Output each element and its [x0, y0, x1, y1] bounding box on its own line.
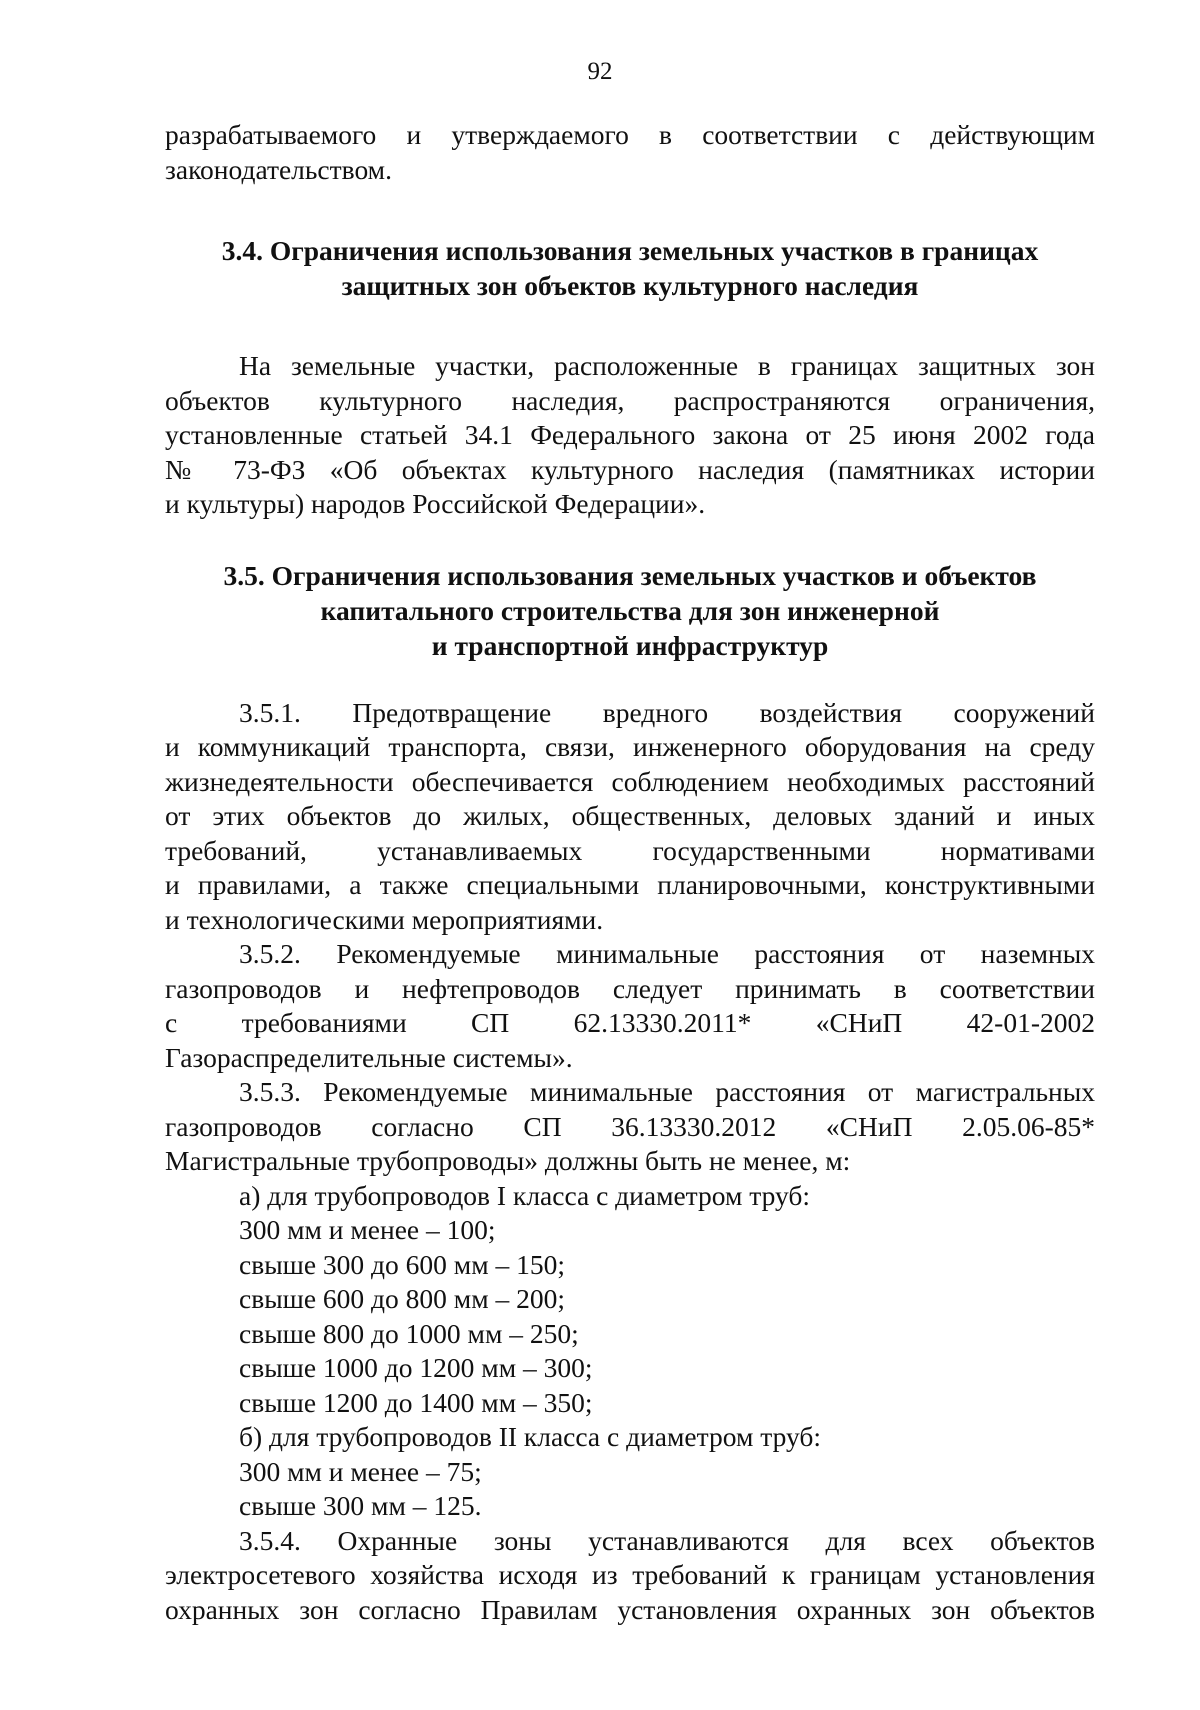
text-line: На земельные участки, расположенные в границах защитных зон	[239, 350, 1095, 381]
text-line: Газораспределительные системы».	[165, 1041, 573, 1073]
paragraph-3-5-2	[165, 937, 1095, 1075]
section-3-5-heading-line-3: и транспортной инфраструктур	[431, 629, 829, 661]
text-line: газопроводов согласно СП 36.13330.2012 «СНиП 2.05.06-85*	[165, 1110, 1095, 1142]
text-line: установленные статьей 34.1 Федерального закона от 25 июня 2002 года	[165, 419, 1095, 450]
text-line: и культуры) народов Российской Федерации».	[165, 488, 706, 519]
text-line: 3.5.2. Рекомендуемые минимальные расстояния от наземных	[239, 938, 1095, 969]
section-3-4-heading-line-2: защитных зон объектов культурного наследия	[341, 270, 919, 301]
continuation-line-1: разрабатываемого и утверждаемого в соответствии с действующим	[165, 119, 1095, 150]
list-item: свыше 1000 до 1200 мм – 300;	[239, 1352, 593, 1383]
paragraph-3-5-3	[165, 1075, 1095, 1179]
text-line: 3.5.4. Охранные зоны устанавливаются для всех объектов	[239, 1524, 1095, 1556]
text-line: объектов культурного наследия, распространяются ограничения,	[165, 384, 1095, 416]
text-line: № 73-ФЗ «Об объектах культурного наследия (памятниках истории	[165, 453, 1095, 485]
text-line: и коммуникаций транспорта, связи, инженерного оборудования на среду	[165, 731, 1095, 762]
list-item: свыше 600 до 800 мм – 200;	[239, 1283, 565, 1314]
text-line: от этих объектов до жилых, общественных, деловых зданий и иных	[165, 800, 1095, 831]
text-line: жизнедеятельности обеспечивается соблюдением необходимых расстояний	[165, 765, 1095, 797]
text-line: требований, устанавливаемых государственными нормативами	[165, 834, 1095, 866]
section-3-5-heading-line-1: 3.5. Ограничения использования земельных участков и объектов	[223, 559, 1037, 591]
text-line: Магистральные трубопроводы» должны быть не менее, м:	[165, 1145, 851, 1176]
list-item: б) для трубопроводов II класса с диаметром труб:	[239, 1421, 821, 1452]
list-item: свыше 300 до 600 мм – 150;	[239, 1248, 565, 1280]
text-line: и технологическими мероприятиями.	[165, 903, 604, 935]
text-line: 3.5.1. Предотвращение вредного воздействия сооружений	[239, 696, 1095, 728]
text-line: и правилами, а также специальными планировочными, конструктивными	[165, 869, 1095, 900]
document-body	[165, 118, 1095, 1627]
section-3-4-heading-line-1: 3.4. Ограничения использования земельных участков в границах	[221, 235, 1039, 266]
text-line: газопроводов и нефтепроводов следует принимать в соответствии	[165, 972, 1095, 1004]
section-3-5-heading-line-2: капитального строительства для зон инженерной	[320, 594, 940, 626]
text-line: с требованиями СП 62.13330.2011* «СНиП 42-01-2002	[165, 1007, 1095, 1038]
distance-list	[165, 1179, 1095, 1524]
continuation-line-2: законодательством.	[165, 153, 392, 185]
list-item: 300 мм и менее – 100;	[239, 1214, 496, 1245]
list-item: а) для трубопроводов I класса с диаметром труб:	[239, 1179, 811, 1211]
text-line: 3.5.3. Рекомендуемые минимальные расстояния от магистральных	[239, 1076, 1095, 1107]
list-item: свыше 800 до 1000 мм – 250;	[239, 1317, 579, 1349]
text-line: охранных зон согласно Правилам установления охранных зон объектов	[165, 1593, 1095, 1625]
list-item: 300 мм и менее – 75;	[239, 1455, 482, 1487]
section-3-4-paragraph	[165, 349, 1095, 522]
paragraph-3-5-1	[165, 696, 1095, 938]
page-number: 92	[587, 58, 613, 85]
paragraph-3-5-4	[165, 1524, 1095, 1628]
list-item: свыше 300 мм – 125.	[239, 1490, 482, 1521]
list-item: свыше 1200 до 1400 мм – 350;	[239, 1386, 593, 1418]
text-line: электросетевого хозяйства исходя из требований к границам установления	[165, 1559, 1095, 1590]
